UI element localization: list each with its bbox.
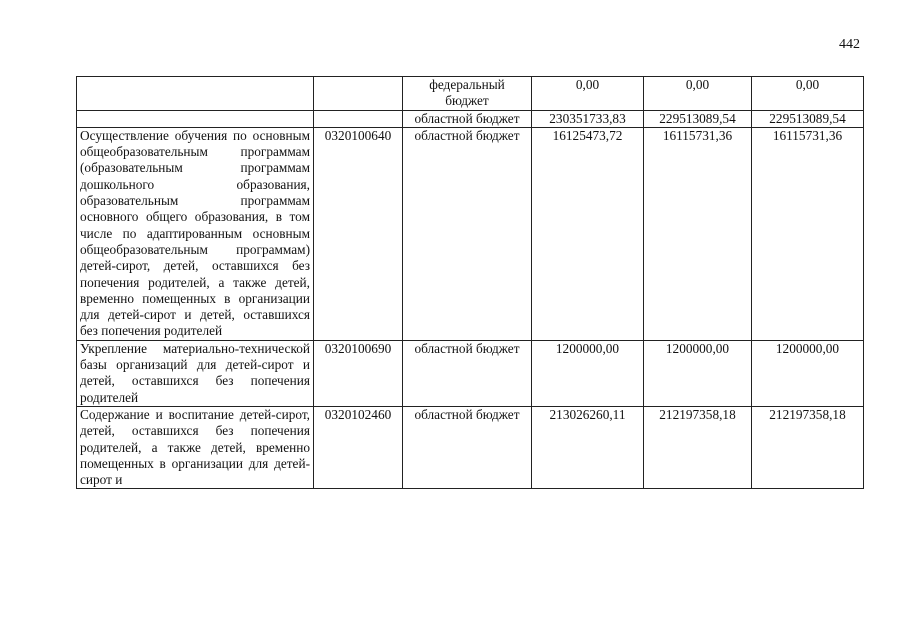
- row-code: 0320100640: [314, 127, 403, 340]
- row-value-3: 229513089,54: [752, 110, 864, 127]
- row-value-1: 1200000,00: [532, 340, 644, 406]
- row-funding-source: федеральный бюджет: [403, 77, 532, 111]
- page-number: 442: [839, 37, 860, 52]
- table-row: [77, 127, 864, 340]
- table-row: [77, 77, 864, 111]
- row-description: Осуществление обучения по основным общеобразовательным программам (образовательным программам дошкольного образования, образовательным программам основного общего образования, в том числе по адаптированным основным общеобразовательным программам) детей-сирот, детей, оставшихся без попечения родителей, а также детей, временно помещенных в организации для детей-сирот и детей, оставшихся без попечения родителей: [77, 127, 314, 340]
- row-value-2: 0,00: [644, 77, 752, 111]
- row-value-3: 212197358,18: [752, 406, 864, 488]
- row-funding-source: областной бюджет: [403, 340, 532, 406]
- row-value-1: 0,00: [532, 77, 644, 111]
- row-description: [77, 110, 314, 127]
- row-value-1: 16125473,72: [532, 127, 644, 340]
- row-code: 0320100690: [314, 340, 403, 406]
- row-value-3: 1200000,00: [752, 340, 864, 406]
- row-value-2: 16115731,36: [644, 127, 752, 340]
- row-description: Содержание и воспитание детей-сирот, детей, оставшихся без попечения родителей, а также детей, временно помещенных в организации для детей-сирот и: [77, 406, 314, 488]
- budget-table: [76, 76, 864, 489]
- row-value-3: 0,00: [752, 77, 864, 111]
- row-value-1: 230351733,83: [532, 110, 644, 127]
- row-value-3: 16115731,36: [752, 127, 864, 340]
- row-funding-source: областной бюджет: [403, 127, 532, 340]
- row-description: Укрепление материально-технической базы организаций для детей-сирот и детей, оставшихся без попечения родителей: [77, 340, 314, 406]
- row-value-2: 229513089,54: [644, 110, 752, 127]
- row-funding-source: областной бюджет: [403, 110, 532, 127]
- table-row: [77, 110, 864, 127]
- table-row: [77, 406, 864, 488]
- row-description: [77, 77, 314, 111]
- row-funding-source: областной бюджет: [403, 406, 532, 488]
- table-row: [77, 340, 864, 406]
- row-code: [314, 77, 403, 111]
- page-bottom-margin: [0, 566, 905, 640]
- row-value-1: 213026260,11: [532, 406, 644, 488]
- row-value-2: 212197358,18: [644, 406, 752, 488]
- row-value-2: 1200000,00: [644, 340, 752, 406]
- row-code: 0320102460: [314, 406, 403, 488]
- row-code: [314, 110, 403, 127]
